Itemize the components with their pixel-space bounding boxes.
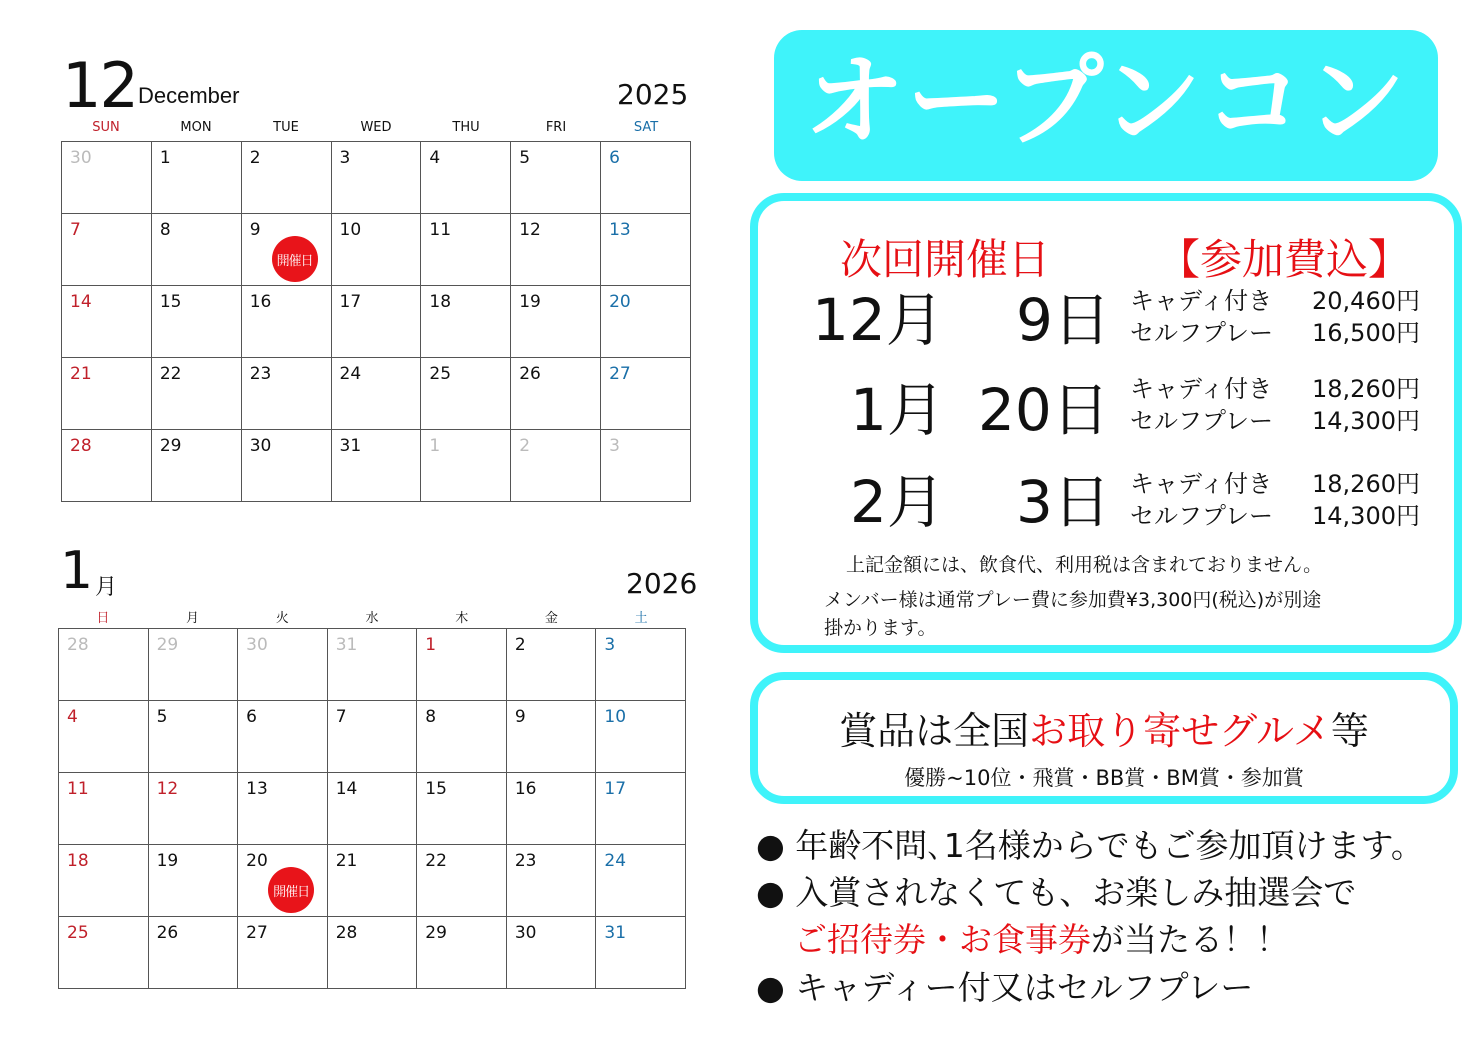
day-number: 20 [246,851,268,871]
weekday-label: 火 [275,611,289,626]
bullet-highlight: ご招待券・お食事券 [794,920,1091,959]
caddie-label: キャディ付き [1130,470,1273,498]
day-number: 9 [249,220,261,240]
calendar-day-cell [331,214,421,286]
calendar-day-cell [148,845,238,917]
self-label: セルフプレー [1130,407,1274,435]
day-number: 10 [604,707,627,727]
calendar-day-cell [331,358,421,430]
bullet-continuation [794,918,1289,962]
day-number: 7 [70,220,81,240]
prize-heading-highlight: お取り寄せグルメ [1029,709,1331,753]
day-number: 8 [159,220,171,240]
calendar-day-cell [331,286,421,358]
calendar-week-row [59,917,686,989]
caddie-price: 18,260円 [1312,470,1420,498]
calendar-day-cell [601,142,691,214]
calendar-day-cell [151,142,241,214]
calendar-day-cell [601,286,691,358]
title-banner [774,30,1438,181]
day-number: 10 [339,220,362,240]
calendar-day-cell [506,701,596,773]
caddie-price: 18,260円 [1312,375,1420,403]
day-number: 2 [519,436,531,456]
calendar-week-row [62,142,691,214]
day-number: 8 [425,707,437,727]
date-month: 1月 [850,376,945,444]
prize-box [750,672,1458,804]
calendar-day-cell [331,430,421,502]
day-number: 30 [246,635,268,655]
day-number: 18 [67,851,89,871]
prize-list: 優勝~10位・飛賞・BB賞・BM賞・参加賞 [904,766,1304,790]
calendar-day-cell [151,214,241,286]
day-number: 31 [604,923,627,943]
calendar-week-row [59,701,686,773]
calendar-day-cell [421,430,511,502]
day-number: 28 [67,635,89,655]
calendar-day-cell [511,214,601,286]
calendar-day-cell [421,358,511,430]
calendar-day-cell [62,214,152,286]
day-number: 3 [604,635,616,655]
member-note-line2: 掛かります。 [824,617,937,639]
day-number: 31 [335,635,358,655]
date-day: 9日 [1016,286,1111,354]
schedule-box [750,193,1462,653]
day-number: 21 [335,851,358,871]
day-number: 7 [335,707,347,727]
day-number: 14 [335,779,358,799]
weekday-label: MON [180,120,212,135]
day-number: 24 [339,364,362,384]
weekday-label: 月 [186,611,200,626]
day-number: 23 [514,851,537,871]
calendar-day-cell [417,845,507,917]
calendar-day-cell [238,701,328,773]
weekday-label: 金 [544,611,558,626]
day-number: 16 [514,779,537,799]
day-number: 24 [604,851,627,871]
calendar-day-cell [417,773,507,845]
prize-heading-part3: 等 [1330,709,1369,753]
calendar-day-cell [596,773,686,845]
day-number: 22 [159,364,182,384]
day-number: 27 [609,364,631,384]
day-number: 30 [70,148,92,168]
weekday-label: 土 [634,611,648,626]
bullet-text: 年齢不問､1名様からでもご参加頂けます。 [795,826,1424,865]
weekday-label: TUE [273,120,299,135]
caddie-label: キャディ付き [1130,287,1273,315]
day-number: 26 [519,364,541,384]
calendar-day-cell [327,773,417,845]
weekday-label: WED [360,120,392,135]
day-number: 12 [156,779,179,799]
event-day-badge: 開催日 [268,867,314,913]
bullet-dot-icon: ● [756,826,785,865]
calendar-day-cell [596,845,686,917]
calendar-day-cell [151,358,241,430]
weekday-label: 日 [96,611,110,626]
calendar-day-cell [62,358,152,430]
january-month-number: 1 [60,541,92,601]
january-month-name: 月 [95,575,118,600]
day-number: 29 [425,923,447,943]
calendar-day-cell [511,358,601,430]
day-number: 18 [429,292,452,312]
prize-heading-part1: 賞品は全国 [839,709,1030,753]
calendar-week-row [62,430,691,502]
december-year: 2025 [617,78,689,111]
day-number: 22 [425,851,447,871]
calendar-day-cell [238,917,328,989]
calendar-day-cell [62,286,152,358]
calendar-day-cell [601,214,691,286]
page-title: オープンコン [804,43,1408,160]
day-number: 28 [335,923,358,943]
caddie-label: キャディ付き [1130,375,1273,403]
day-number: 5 [519,148,531,168]
calendar-day-cell [331,142,421,214]
day-number: 21 [70,364,92,384]
january-grid [58,628,686,989]
calendar-day-cell [241,142,331,214]
bullet-dot-icon: ● [756,968,785,1007]
day-number: 28 [70,436,92,456]
calendar-day-cell [241,214,331,286]
day-number: 4 [429,148,441,168]
calendar-day-cell [327,701,417,773]
calendar-day-cell [241,286,331,358]
calendar-week-row [59,773,686,845]
calendar-day-cell [327,917,417,989]
weekday-label: SAT [633,120,659,135]
prize-heading [758,700,1450,755]
self-price: 14,300円 [1312,407,1420,435]
calendar-day-cell [506,773,596,845]
calendar-day-cell [506,917,596,989]
self-label: セルフプレー [1130,502,1274,530]
calendar-day-cell [511,142,601,214]
date-month: 12月 [812,286,944,354]
day-number: 1 [159,148,171,168]
day-number: 14 [70,292,92,312]
calendar-day-cell [601,358,691,430]
calendar-day-cell [238,773,328,845]
bullet-text: キャディー付又はセルフプレー [795,968,1254,1007]
calendar-day-cell [238,629,328,701]
day-number: 11 [429,220,452,240]
bullet-item [756,966,1253,1010]
calendar-day-cell [511,430,601,502]
self-price: 16,500円 [1312,319,1420,347]
self-price: 14,300円 [1312,502,1420,530]
bullet-text: が当たる！！ [1091,920,1289,959]
day-number: 13 [609,220,631,240]
december-weekday-header [61,120,691,135]
calendar-day-cell [151,286,241,358]
calendar-day-cell [59,845,149,917]
day-number: 4 [67,707,78,727]
day-number: 25 [429,364,452,384]
bullet-dot-icon: ● [756,873,785,912]
january-weekday-header [58,607,686,626]
day-number: 13 [246,779,268,799]
day-number: 17 [339,292,362,312]
day-number: 5 [156,707,168,727]
caddie-price: 20,460円 [1312,287,1420,315]
day-number: 1 [425,635,437,655]
calendar-day-cell [421,142,511,214]
calendar-day-cell [151,430,241,502]
weekday-label: FRI [545,120,567,135]
day-number: 23 [249,364,272,384]
calendar-week-row [62,358,691,430]
event-day-badge: 開催日 [272,236,318,282]
date-month: 2月 [850,468,945,536]
day-number: 1 [429,436,441,456]
calendar-day-cell [62,430,152,502]
day-number: 19 [156,851,179,871]
weekday-label: THU [452,120,480,135]
schedule-fee-heading: 【参加費込】 [1158,235,1411,284]
calendar-day-cell [238,845,328,917]
calendar-day-cell [59,917,149,989]
day-number: 19 [519,292,541,312]
calendar-day-cell [417,629,507,701]
calendar-day-cell [241,430,331,502]
calendar-day-cell [417,917,507,989]
bullet-item [756,824,1424,868]
calendar-week-row [62,286,691,358]
calendar-week-row [59,845,686,917]
calendar-day-cell [506,629,596,701]
day-number: 6 [246,707,257,727]
date-day: 3日 [1016,468,1111,536]
calendar-day-cell [421,286,511,358]
december-month-name: December [138,83,240,108]
day-number: 3 [609,436,620,456]
weekday-label: 木 [455,611,469,626]
fee-note: 上記金額には、飲食代、利用税は含まれておりません。 [846,554,1323,576]
calendar-day-cell [596,629,686,701]
calendar-day-cell [148,701,238,773]
calendar-week-row [59,629,686,701]
calendar-day-cell [148,629,238,701]
calendar-day-cell [506,845,596,917]
day-number: 15 [425,779,447,799]
december-month-number: 12 [62,49,137,122]
calendar-day-cell [511,286,601,358]
calendar-day-cell [596,701,686,773]
day-number: 27 [246,923,268,943]
calendar-day-cell [601,430,691,502]
january-year: 2026 [626,567,698,600]
day-number: 6 [609,148,620,168]
day-number: 12 [519,220,541,240]
day-number: 29 [156,635,179,655]
calendar-day-cell [241,358,331,430]
calendar-day-cell [148,917,238,989]
day-number: 17 [604,779,627,799]
self-label: セルフプレー [1130,319,1274,347]
calendar-day-cell [59,773,149,845]
calendar-day-cell [59,701,149,773]
day-number: 3 [339,148,351,168]
day-number: 31 [339,436,362,456]
day-number: 25 [67,923,89,943]
calendar-day-cell [148,773,238,845]
bullet-text: 入賞されなくても、お楽しみ抽選会で [795,873,1357,912]
day-number: 29 [159,436,182,456]
day-number: 2 [514,635,526,655]
bullet-item [756,871,1356,915]
calendar-day-cell [59,629,149,701]
schedule-heading: 次回開催日 [840,235,1051,284]
calendar-day-cell [417,701,507,773]
calendar-day-cell [327,845,417,917]
day-number: 11 [67,779,89,799]
calendar-day-cell [327,629,417,701]
calendar-day-cell [596,917,686,989]
day-number: 16 [249,292,272,312]
day-number: 20 [609,292,631,312]
december-grid [61,141,691,502]
day-number: 2 [249,148,261,168]
day-number: 9 [514,707,526,727]
date-day: 20日 [978,376,1110,444]
member-note-line1: メンバー様は通常プレー費に参加費¥3,300円(税込)が別途 [824,589,1322,611]
day-number: 15 [159,292,182,312]
calendar-day-cell [421,214,511,286]
weekday-label: 水 [365,611,379,626]
weekday-label: SUN [92,120,120,135]
day-number: 26 [156,923,179,943]
calendar-week-row [62,214,691,286]
day-number: 30 [514,923,537,943]
day-number: 30 [249,436,272,456]
calendar-day-cell [62,142,152,214]
